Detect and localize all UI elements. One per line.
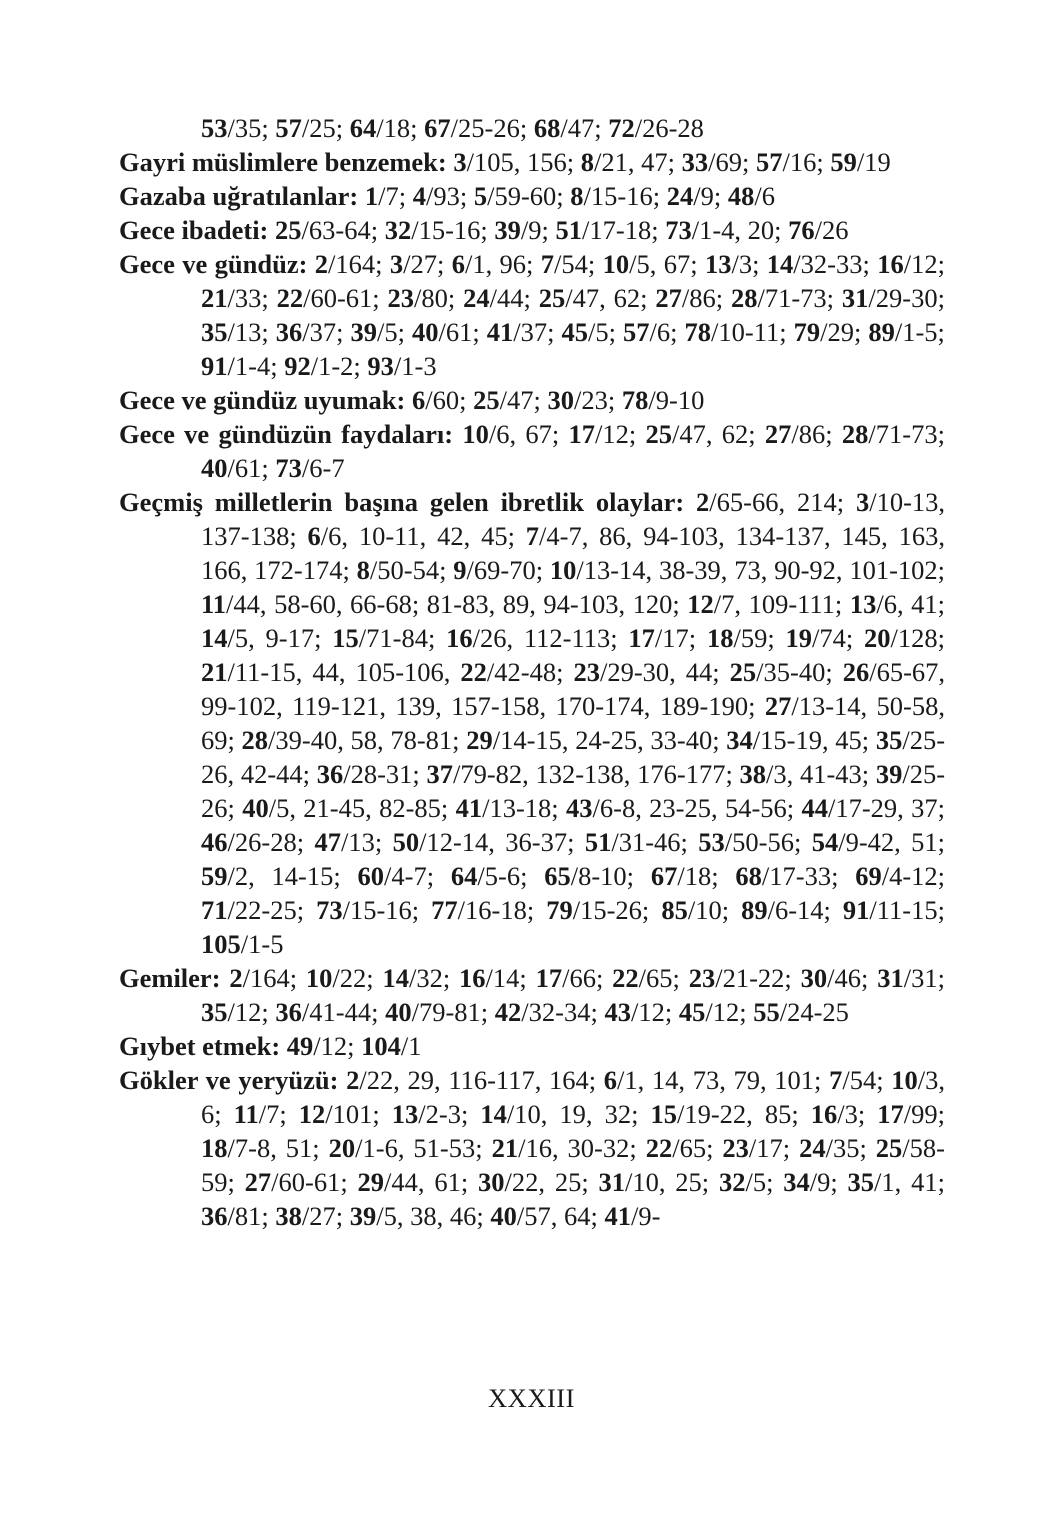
index-term: Gıybet etmek: xyxy=(119,1031,281,1061)
index-list xyxy=(119,111,945,1233)
index-term: Gayri müslimlere benzemek: xyxy=(119,147,447,177)
index-references: 2/164; 3/27; 6/1, 96; 7/54; 10/5, 67; 13/3; 14/32-33; 16/12; 21/33; 22/60-61; 23/80; 24/44; 25/47, 62; 27/86; 28/71-73; 31/29-30; 35/13; 36/37; 39/5; 40/61; 41/37; 45/5; 57/6; 78/10-11; 79/29; 89/1-5; 91/1-4; 92/1-2; 93/1-3 xyxy=(201,249,945,381)
index-references: 2/22, 29, 116-117, 164; 6/1, 14, 73, 79, 101; 7/54; 10/3, 6; 11/7; 12/101; 13/2-3; 14/10, 19, 32; 15/19-22, 85; 16/3; 17/99; 18/7-8, 51; 20/1-6, 51-53; 21/16, 30-32; 22/65; 23/17; 24/35; 25/58-59; 27/60-61; 29/44, 61; 30/22, 25; 31/10, 25; 32/5; 34/9; 35/1, 41; 36/81; 38/27; 39/5, 38, 46; 40/57, 64; 41/9- xyxy=(201,1065,946,1231)
index-references: 2/164; 10/22; 14/32; 16/14; 17/66; 22/65; 23/21-22; 30/46; 31/31; 35/12; 36/41-44; 40/79-81; 42/32-34; 43/12; 45/12; 55/24-25 xyxy=(201,963,945,1027)
index-entry xyxy=(119,485,945,961)
index-term: Gemiler: xyxy=(119,963,221,993)
index-references: 25/63-64; 32/15-16; 39/9; 51/17-18; 73/1-4, 20; 76/26 xyxy=(275,215,849,245)
index-term: Gece ve gündüz: xyxy=(119,249,308,279)
index-entry xyxy=(119,179,945,213)
index-references: 1/7; 4/93; 5/59-60; 8/15-16; 24/9; 48/6 xyxy=(364,181,775,211)
index-term: Gazaba uğratılanlar: xyxy=(119,181,359,211)
index-references: 6/60; 25/47; 30/23; 78/9-10 xyxy=(412,385,705,415)
index-entry xyxy=(119,145,945,179)
index-entry xyxy=(119,417,945,485)
index-term: Gece ve gündüz uyumak: xyxy=(119,385,406,415)
index-term: Gece ibadeti: xyxy=(119,215,269,245)
index-term: Geçmiş milletlerin başına gelen ibretlik olaylar: xyxy=(119,487,685,517)
index-term: Gökler ve yeryüzü: xyxy=(119,1065,339,1095)
index-term: Gece ve gündüzün faydaları: xyxy=(119,419,454,449)
index-references: 49/12; 104/1 xyxy=(286,1031,422,1061)
index-entry xyxy=(119,383,945,417)
index-references: 10/6, 67; 17/12; 25/47, 62; 27/86; 28/71-73; 40/61; 73/6-7 xyxy=(201,419,945,483)
index-entry xyxy=(119,1029,945,1063)
index-references: 3/105, 156; 8/21, 47; 33/69; 57/16; 59/19 xyxy=(453,147,891,177)
index-references: 2/65-66, 214; 3/10-13, 137-138; 6/6, 10-11, 42, 45; 7/4-7, 86, 94-103, 134-137, 145, 163, 166, 172-174; 8/50-54; 9/69-70; 10/13-14, 38-39, 73, 90-92, 101-102; 11/44, 58-60, 66-68; 81-83, 89, 94-103, 120; 12/7, 109-111; 13/6, 41; 14/5, 9-17; 15/71-84; 16/26, 112-113; 17/17; 18/59; 19/74; 20/128; 21/11-15, 44, 105-106, 22/42-48; 23/29-30, 44; 25/35-40; 26/65-67, 99-102, 119-121, 139, 157-158, 170-174, 189-190; 27/13-14, 50-58, 69; 28/39-40, 58, 78-81; 29/14-15, 24-25, 33-40; 34/15-19, 45; 35/25-26, 42-44; 36/28-31; 37/79-82, 132-138, 176-177; 38/3, 41-43; 39/25-26; 40/5, 21-45, 82-85; 41/13-18; 43/6-8, 23-25, 54-56; 44/17-29, 37; 46/26-28; 47/13; 50/12-14, 36-37; 51/31-46; 53/50-56; 54/9-42, 51; 59/2, 14-15; 60/4-7; 64/5-6; 65/8-10; 67/18; 68/17-33; 69/4-12; 71/22-25; 73/15-16; 77/16-18; 79/15-26; 85/10; 89/6-14; 91/11-15; 105/1-5 xyxy=(201,487,946,959)
index-entry xyxy=(119,247,945,383)
page-number: XXXIII xyxy=(488,1383,575,1413)
index-entry xyxy=(119,111,945,145)
index-entry xyxy=(119,961,945,1029)
index-entry xyxy=(119,1063,945,1233)
index-entry xyxy=(119,213,945,247)
index-references: 53/35; 57/25; 64/18; 67/25-26; 68/47; 72/26-28 xyxy=(201,113,704,143)
